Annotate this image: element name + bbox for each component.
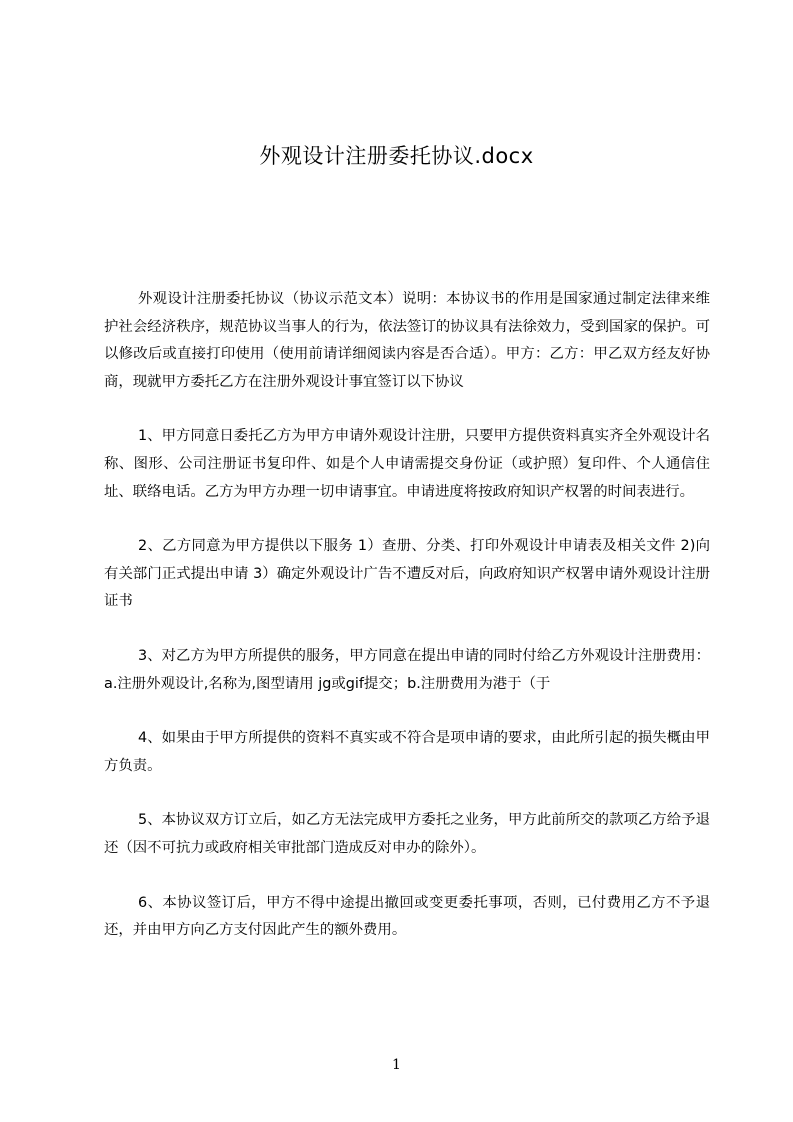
clause-4-paragraph: 4、如果由于甲方所提供的资料不真实或不符合是项申请的要求，由此所引起的损失概由甲方负责。 <box>104 730 710 774</box>
page-number: 1 <box>392 1057 401 1073</box>
document-body <box>104 286 710 972</box>
clause-6-paragraph: 6、本协议签订后，甲方不得中途提出撤回或变更委托事项，否则，已付费用乙方不予退还，并由甲方向乙方支付因此产生的额外费用。 <box>104 894 710 939</box>
document-title: 外观设计注册委托协议.docx <box>259 144 534 168</box>
intro-paragraph: 外观设计注册委托协议（协议示范文本）说明：本协议书的作用是国家通过制定法律来维护社会经济秩序，规范协议当事人的行为，依法签订的协议具有法徐效力，受到国家的保护。可以修改后或直接打印使用（使用前请详细阅读内容是否合适）。甲方：乙方：甲乙双方经友好协商，现就甲方委托乙方在注册外观设计事宜签订以下协议 <box>104 291 710 390</box>
clause-1-paragraph: 1、甲方同意日委托乙方为甲方申请外观设计注册，只要甲方提供资料真实齐全外观设计名称、图形、公司注册证书复印件、如是个人申请需提交身份证（或护照）复印件、个人通信住址、联络电话。乙方为甲方办理一切申请事宜。申请进度将按政府知识产权署的时间表进行。 <box>104 428 710 500</box>
clause-3-paragraph: 3、对乙方为甲方所提供的服务，甲方同意在提出申请的同时付给乙方外观设计注册费用：a.注册外观设计,名称为,图型请用 jg或gif提交；b.注册费用为港于（于 <box>104 647 710 692</box>
clause-2-paragraph: 2、乙方同意为甲方提供以下服务 1）查册、分类、打印外观设计申请表及相关文件 2)向有关部门正式提出申请 3）确定外观设计广告不遭反对后，向政府知识产权署申请外观设计注册证书 <box>104 538 710 610</box>
clause-5-paragraph: 5、本协议双方订立后，如乙方无法完成甲方委托之业务，甲方此前所交的款项乙方给予退还（因不可抗力或政府相关审批部门造成反对申办的除外）。 <box>104 812 710 856</box>
